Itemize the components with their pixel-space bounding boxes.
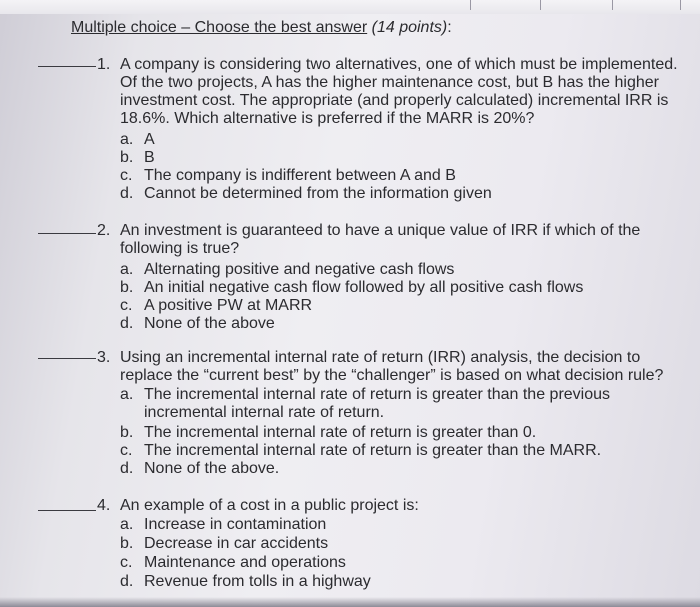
question-number: 2. <box>97 222 111 239</box>
option-c[interactable] <box>120 167 456 185</box>
option-letter: c. <box>120 442 133 459</box>
option-text: Maintenance and operations <box>144 554 346 571</box>
page-top-edge <box>0 0 700 14</box>
edge-tick <box>540 0 541 10</box>
question-line: investment cost. The appropriate (and properly calculated) incremental IRR is <box>120 92 669 109</box>
question-line: A company is considering two alternatives, one of which must be implemented. <box>120 56 678 73</box>
option-text: An initial negative cash flow followed by all positive cash flows <box>144 279 584 296</box>
question-number: 4. <box>97 497 111 514</box>
question-line: 18.6%. Which alternative is preferred if the MARR is 20%? <box>120 110 535 127</box>
option-letter: a. <box>120 261 134 278</box>
answer-blank-2[interactable] <box>38 233 96 234</box>
option-text: Cannot be determined from the information given <box>144 185 492 202</box>
option-letter: b. <box>120 149 134 166</box>
option-a[interactable] <box>120 261 454 279</box>
option-text: Decrease in car accidents <box>144 535 329 552</box>
option-text: None of the above <box>144 315 275 332</box>
question-number: 1. <box>97 56 111 73</box>
option-text: The incremental internal rate of return is greater than 0. <box>144 424 537 441</box>
option-a[interactable] <box>120 516 326 534</box>
option-text: A positive PW at MARR <box>144 297 313 314</box>
question-line: An investment is guaranteed to have a unique value of IRR if which of the <box>120 222 641 239</box>
option-letter: c. <box>120 554 133 571</box>
heading-colon: : <box>447 19 452 36</box>
option-d[interactable] <box>120 315 275 333</box>
option-letter: c. <box>120 167 133 184</box>
option-a[interactable] <box>120 386 610 422</box>
page-bottom-shadow <box>0 597 700 607</box>
option-text: Increase in contamination <box>144 516 327 533</box>
option-letter: d. <box>120 315 134 332</box>
option-letter: b. <box>120 424 134 441</box>
option-c[interactable] <box>120 554 346 572</box>
option-letter: c. <box>120 297 133 314</box>
answer-blank-3[interactable] <box>38 358 96 359</box>
option-text: None of the above. <box>144 460 280 477</box>
option-text-continued: incremental internal rate of return. <box>144 404 385 421</box>
question-line: following is true? <box>120 240 240 257</box>
question-line: Of the two projects, A has the higher maintenance cost, but B has the higher <box>120 74 659 91</box>
question-text <box>120 56 698 128</box>
option-text: The company is indifferent between A and B <box>144 167 456 184</box>
option-letter: a. <box>120 131 134 148</box>
option-c[interactable] <box>120 442 601 460</box>
option-letter: d. <box>120 573 134 590</box>
option-letter: b. <box>120 535 134 552</box>
option-letter: d. <box>120 185 134 202</box>
edge-tick <box>680 0 681 10</box>
question-text <box>120 222 698 258</box>
answer-blank-4[interactable] <box>38 510 96 511</box>
option-text: A <box>144 131 155 148</box>
question-text <box>120 349 698 385</box>
option-text: Alternating positive and negative cash flows <box>144 261 455 278</box>
option-letter: a. <box>120 516 134 533</box>
option-b[interactable] <box>120 149 155 167</box>
question-number: 3. <box>97 349 111 366</box>
option-letter: a. <box>120 386 134 403</box>
edge-tick <box>470 0 471 10</box>
answer-blank-1[interactable] <box>38 66 96 67</box>
option-d[interactable] <box>120 573 371 591</box>
question-line: Using an incremental internal rate of return (IRR) analysis, the decision to <box>120 349 641 366</box>
option-d[interactable] <box>120 185 492 203</box>
question-text <box>120 497 698 515</box>
option-b[interactable] <box>120 535 328 553</box>
option-c[interactable] <box>120 297 312 315</box>
edge-tick <box>612 0 613 10</box>
heading-title: Multiple choice – Choose the best answer <box>71 19 368 36</box>
section-heading <box>71 18 452 38</box>
heading-points: (14 points) <box>371 19 448 36</box>
option-d[interactable] <box>120 460 279 478</box>
option-text: B <box>144 149 155 166</box>
option-text: The incremental internal rate of return is greater than the MARR. <box>144 442 602 459</box>
option-a[interactable] <box>120 131 155 149</box>
option-b[interactable] <box>120 424 536 442</box>
question-line: An example of a cost in a public project is: <box>120 497 419 514</box>
option-text: Revenue from tolls in a highway <box>144 573 371 590</box>
option-letter: b. <box>120 279 134 296</box>
option-text: The incremental internal rate of return is greater than the previous <box>144 386 611 403</box>
option-b[interactable] <box>120 279 583 297</box>
question-line: replace the “current best” by the “challenger” is based on what decision rule? <box>120 367 664 384</box>
option-letter: d. <box>120 460 134 477</box>
